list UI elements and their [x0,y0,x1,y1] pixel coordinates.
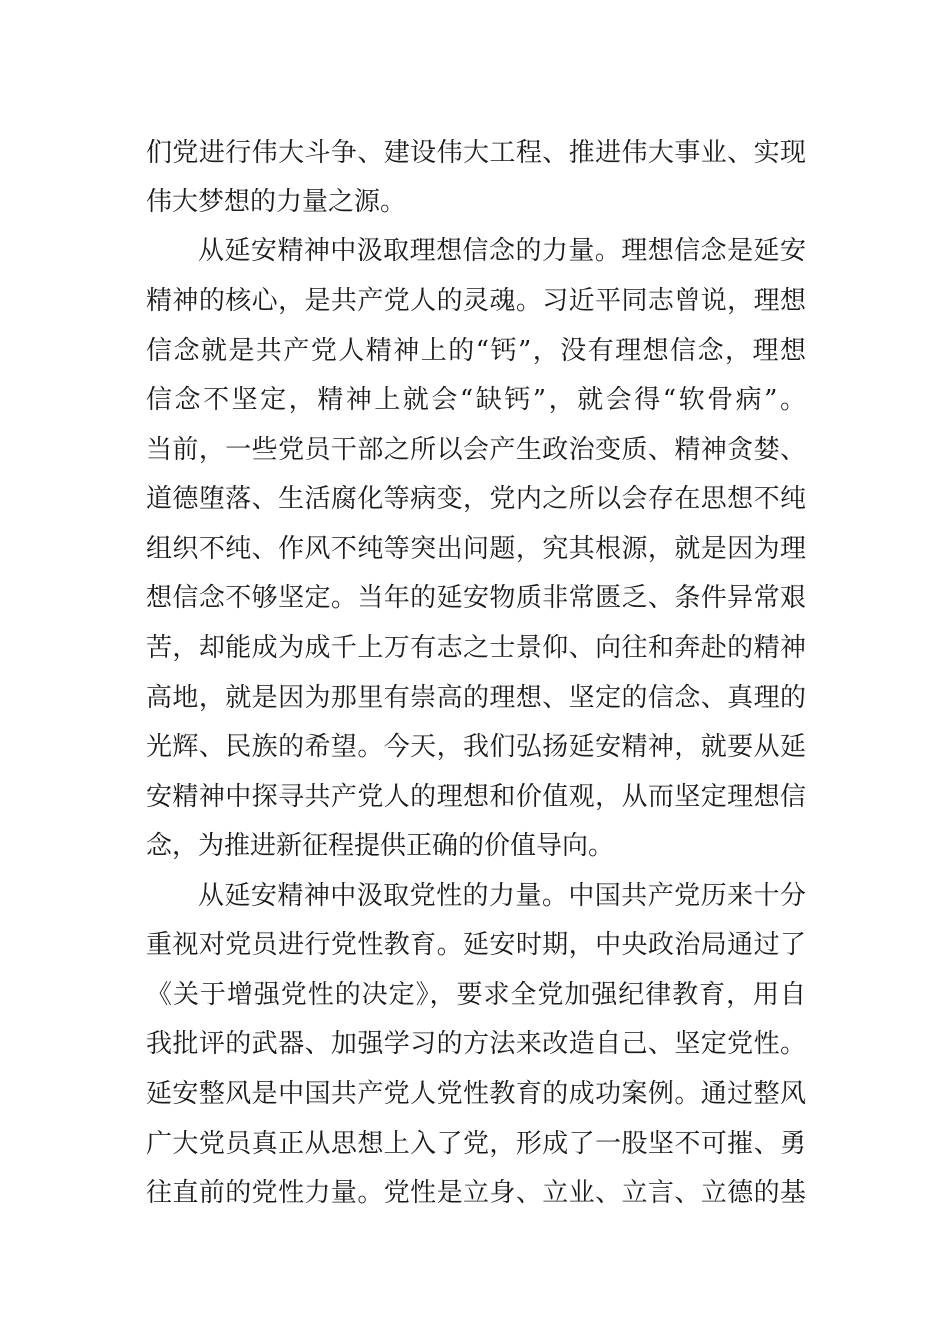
text-line [146,281,806,321]
line-text: 从延安精神中汲取党性的力量。中国共产党历来十分 [198,881,806,911]
line-text: 我批评的武器、加强学习的方法来改造自己、坚定党性。 [146,1029,806,1059]
text-line [146,430,806,470]
text-line [146,1024,806,1064]
text-line [146,727,806,767]
line-text: 延安整风是中国共产党人党性教育的成功案例。通过整风 [146,1079,806,1109]
text-line [146,231,806,271]
text-line [146,1074,806,1114]
line-text: 们党进行伟大斗争、建设伟大工程、推进伟大事业、实现 [146,138,806,168]
line-text: 苦，却能成为成千上万有志之士景仰、向往和奔赴的精神 [146,633,806,663]
line-text: 组织不纯、作风不纯等突出问题，究其根源，就是因为理 [146,534,806,564]
line-text: 广大党员真正从思想上入了党，形成了一股坚不可摧、勇 [146,1129,806,1159]
text-line [146,331,806,371]
text-line [146,133,806,173]
text-line [146,678,806,718]
text-line [146,1173,806,1213]
line-text: 重视对党员进行党性教育。延安时期，中央政治局通过了 [146,930,806,960]
line-text: 想信念不够坚定。当年的延安物质非常匮乏、条件异常艰 [146,583,806,613]
line-text: 光辉、民族的希望。今天，我们弘扬延安精神，就要从延 [146,732,806,762]
line-text: 道德堕落、生活腐化等病变，党内之所以会存在思想不纯 [146,484,806,514]
line-text: 当前，一些党员干部之所以会产生政治变质、精神贪婪、 [146,435,806,465]
text-line [146,578,806,618]
text-line [146,925,806,965]
line-text: 精神的核心，是共产党人的灵魂。习近平同志曾说，理想 [146,286,806,316]
text-line [146,628,806,668]
line-text: 信念不坚定，精神上就会“缺钙”，就会得“软骨病”。 [146,385,806,415]
line-text: 《关于增强党性的决定》，要求全党加强纪律教育，用自 [146,980,806,1010]
text-line [146,182,806,222]
line-text: 从延安精神中汲取理想信念的力量。理想信念是延安 [198,236,806,266]
line-text: 信念就是共产党人精神上的“钙”，没有理想信念，理想 [146,336,806,366]
line-text: 伟大梦想的力量之源。 [146,187,407,217]
line-text: 念，为推进新征程提供正确的价值导向。 [146,831,615,861]
text-line [146,529,806,569]
text-line [146,777,806,817]
text-line [146,479,806,519]
text-line [146,876,806,916]
text-line [146,1124,806,1164]
line-text: 往直前的党性力量。党性是立身、立业、立言、立德的基 [146,1178,806,1208]
text-line [146,380,806,420]
text-line [146,975,806,1015]
line-text: 高地，就是因为那里有崇高的理想、坚定的信念、真理的 [146,683,806,713]
line-text: 安精神中探寻共产党人的理想和价值观，从而坚定理想信 [146,782,806,812]
text-line [146,826,806,866]
